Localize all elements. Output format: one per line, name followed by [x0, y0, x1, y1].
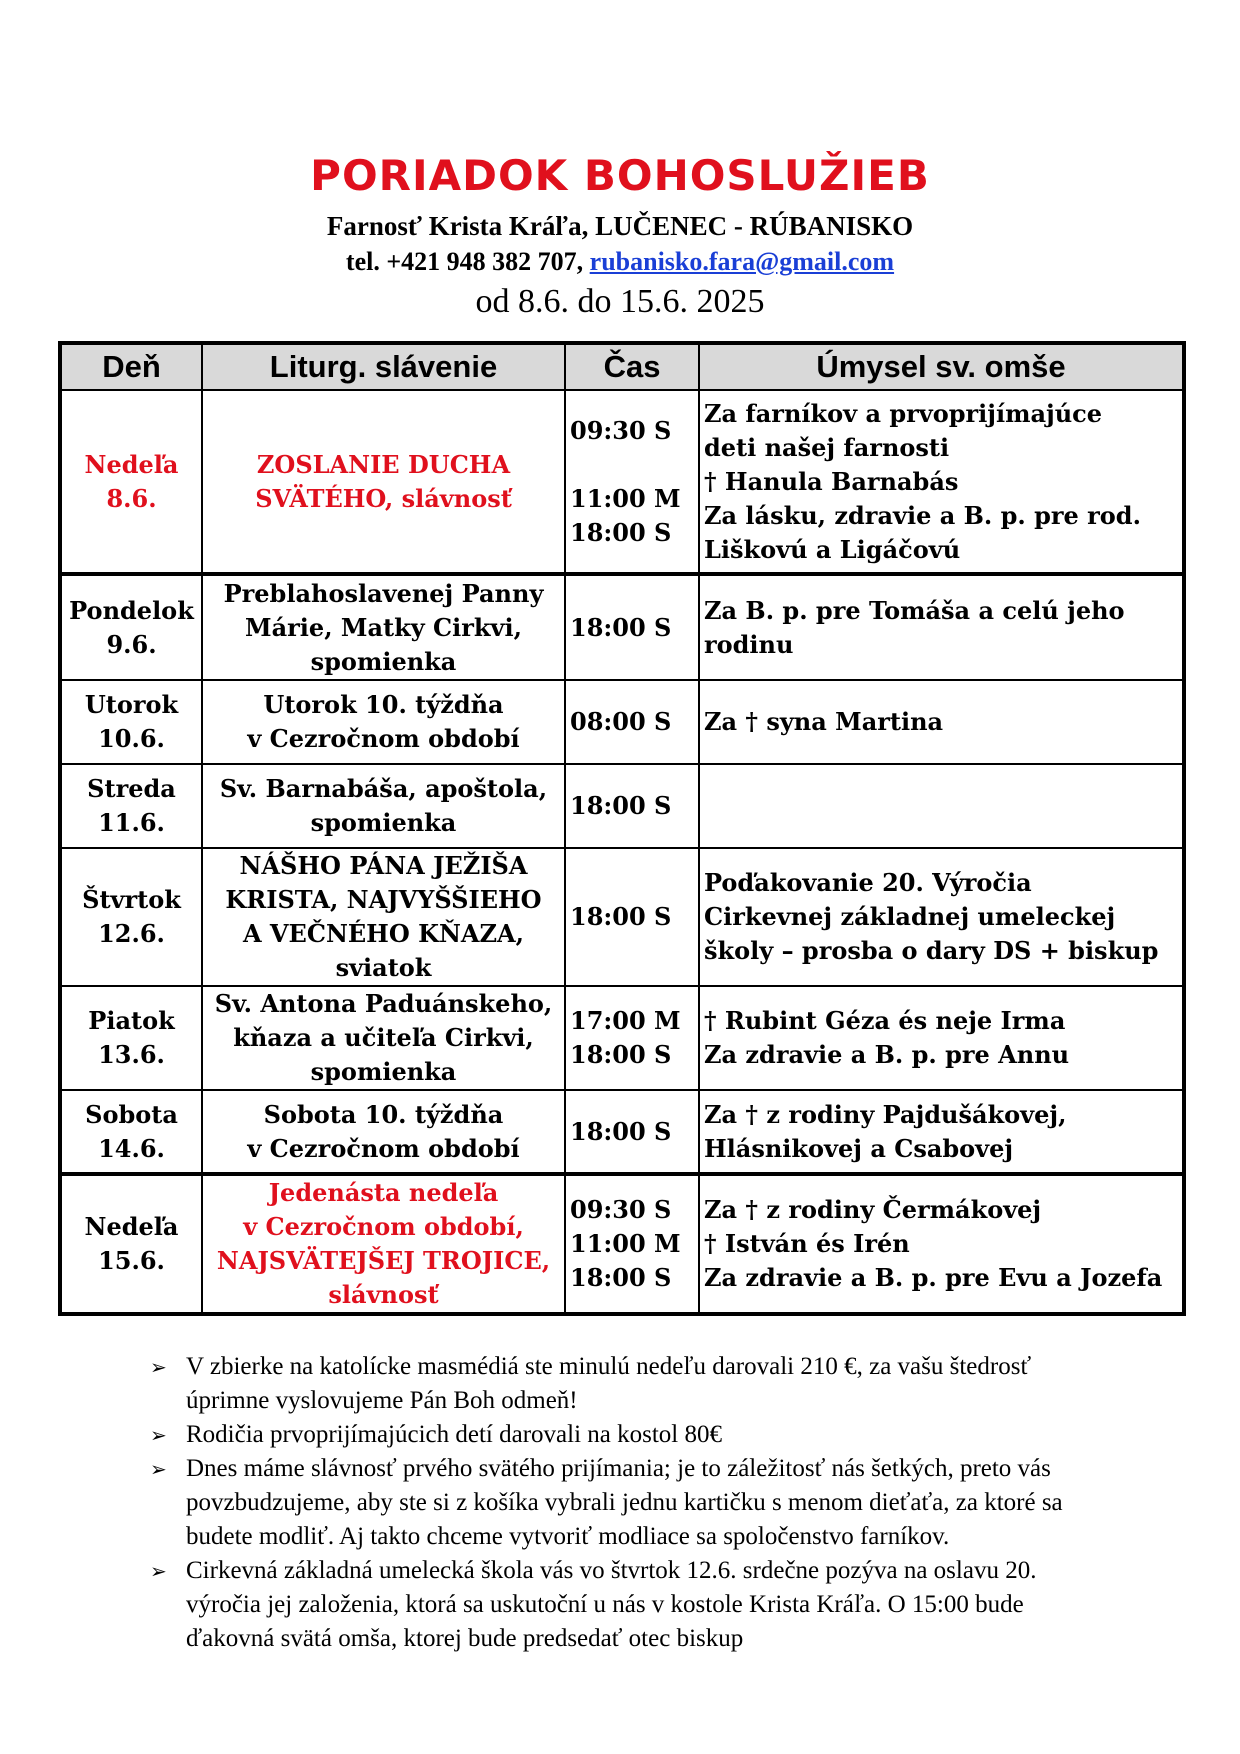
- column-header-liturgy: Liturg. slávenie: [202, 343, 565, 390]
- liturgy-cell: Sv. Barnabáša, apoštola, spomienka: [202, 764, 565, 848]
- table-header-row: [60, 343, 1184, 390]
- time-cell: 09:30 S 11:00 M 18:00 S: [565, 1174, 699, 1314]
- time-cell: 09:30 S 11:00 M 18:00 S: [565, 390, 699, 574]
- time-cell: 18:00 S: [565, 1090, 699, 1174]
- table-row: [60, 986, 1184, 1090]
- liturgy-cell: Sv. Antona Paduánskeho, kňaza a učiteľa Cirkvi, spomienka: [202, 986, 565, 1090]
- liturgy-cell: NÁŠHO PÁNA JEŽIŠA KRISTA, NAJVYŠŠIEHO A VEČNÉHO KŇAZA, sviatok: [202, 848, 565, 986]
- announcement-item: [150, 1452, 1110, 1554]
- contact-line: [0, 244, 1240, 280]
- intention-cell: Za † z rodiny Pajdušákovej, Hlásnikovej a Csabovej: [699, 1090, 1184, 1174]
- date-range: od 8.6. do 15.6. 2025: [475, 283, 765, 320]
- phone-number: tel. +421 948 382 707,: [345, 247, 584, 276]
- liturgy-cell: ZOSLANIE DUCHA SVÄTÉHO, slávnosť: [202, 390, 565, 574]
- day-cell: Utorok 10.6.: [60, 680, 202, 764]
- page-title: PORIADOK BOHOSLUŽIEB: [310, 151, 930, 200]
- day-cell: Streda 11.6.: [60, 764, 202, 848]
- column-header-day: Deň: [60, 343, 202, 390]
- liturgy-cell: Utorok 10. týždňa v Cezročnom období: [202, 680, 565, 764]
- liturgy-cell: Jedenásta nedeľa v Cezročnom období, NAJSVÄTEJŠEJ TROJICE, slávnosť: [202, 1174, 565, 1314]
- announcement-item: [150, 1554, 1110, 1656]
- table-row: [60, 574, 1184, 680]
- table-row: [60, 848, 1184, 986]
- email-link[interactable]: rubanisko.fara@gmail.com: [589, 247, 895, 276]
- intention-cell: Za B. p. pre Tomáša a celú jeho rodinu: [699, 574, 1184, 680]
- intention-cell: † Rubint Géza és neje Irma Za zdravie a B. p. pre Annu: [699, 986, 1184, 1090]
- day-cell: Piatok 13.6.: [60, 986, 202, 1090]
- announcement-text: Rodičia prvoprijímajúcich detí darovali na kostol 80€: [186, 1421, 722, 1448]
- intention-cell: [699, 764, 1184, 848]
- intention-cell: Poďakovanie 20. Výročia Cirkevnej základnej umeleckej školy – prosba o dary DS + biskup: [699, 848, 1184, 986]
- day-cell: Pondelok 9.6.: [60, 574, 202, 680]
- time-cell: 17:00 M 18:00 S: [565, 986, 699, 1090]
- table-row: [60, 764, 1184, 848]
- table-row: [60, 1090, 1184, 1174]
- arrow-bullet-icon: ➢: [150, 1457, 167, 1481]
- column-header-intention: Úmysel sv. omše: [699, 343, 1184, 390]
- parish-name: Farnosť Krista Kráľa, LUČENEC - RÚBANISKO: [326, 211, 914, 241]
- time-cell: 18:00 S: [565, 574, 699, 680]
- intention-cell: Za farníkov a prvoprijímajúce deti našej farnosti † Hanula Barnabás Za lásku, zdravie a B. p. pre rod. Liškovú a Ligáčovú: [699, 390, 1184, 574]
- announcement-item: [150, 1350, 1110, 1418]
- announcements: [150, 1350, 1110, 1656]
- day-cell: Štvrtok 12.6.: [60, 848, 202, 986]
- liturgy-cell: Preblahoslavenej Panny Márie, Matky Cirkvi, spomienka: [202, 574, 565, 680]
- intention-cell: Za † z rodiny Čermákovej † István és Irén Za zdravie a B. p. pre Evu a Jozefa: [699, 1174, 1184, 1314]
- table-row: [60, 390, 1184, 574]
- announcement-text: V zbierke na katolícke masmédiá ste minulú nedeľu darovali 210 €, za vašu štedrosť úprimne vyslovujeme Pán Boh odmeň!: [186, 1353, 1032, 1414]
- announcement-text: Dnes máme slávnosť prvého svätého prijímania; je to záležitosť nás šetkých, preto vás povzbudzujeme, aby ste si z košíka vybrali jednu kartičku s menom dieťaťa, za ktoré sa budete modliť. Aj takto chceme vytvoriť modliace sa spoločenstvo farníkov.: [186, 1455, 1063, 1550]
- announcement-text: Cirkevná základná umelecká škola vás vo štvrtok 12.6. srdečne pozýva na oslavu 20. výročia jej založenia, ktorá sa uskutoční u nás v kostole Krista Kráľa. O 15:00 bude ďakovná svätá omša, ktorej bude predsedať otec biskup: [186, 1557, 1037, 1652]
- arrow-bullet-icon: ➢: [150, 1423, 167, 1447]
- arrow-bullet-icon: ➢: [150, 1559, 167, 1583]
- day-cell: Nedeľa 15.6.: [60, 1174, 202, 1314]
- column-header-time: Čas: [565, 343, 699, 390]
- announcement-item: [150, 1418, 1110, 1452]
- time-cell: 18:00 S: [565, 848, 699, 986]
- time-cell: 08:00 S: [565, 680, 699, 764]
- day-cell: Sobota 14.6.: [60, 1090, 202, 1174]
- time-cell: 18:00 S: [565, 764, 699, 848]
- table-row: [60, 680, 1184, 764]
- arrow-bullet-icon: ➢: [150, 1355, 167, 1379]
- table-row: [60, 1174, 1184, 1314]
- schedule-table: [58, 341, 1186, 1316]
- intention-cell: Za † syna Martina: [699, 680, 1184, 764]
- day-cell: Nedeľa 8.6.: [60, 390, 202, 574]
- liturgy-cell: Sobota 10. týždňa v Cezročnom období: [202, 1090, 565, 1174]
- page-header: [0, 150, 1240, 322]
